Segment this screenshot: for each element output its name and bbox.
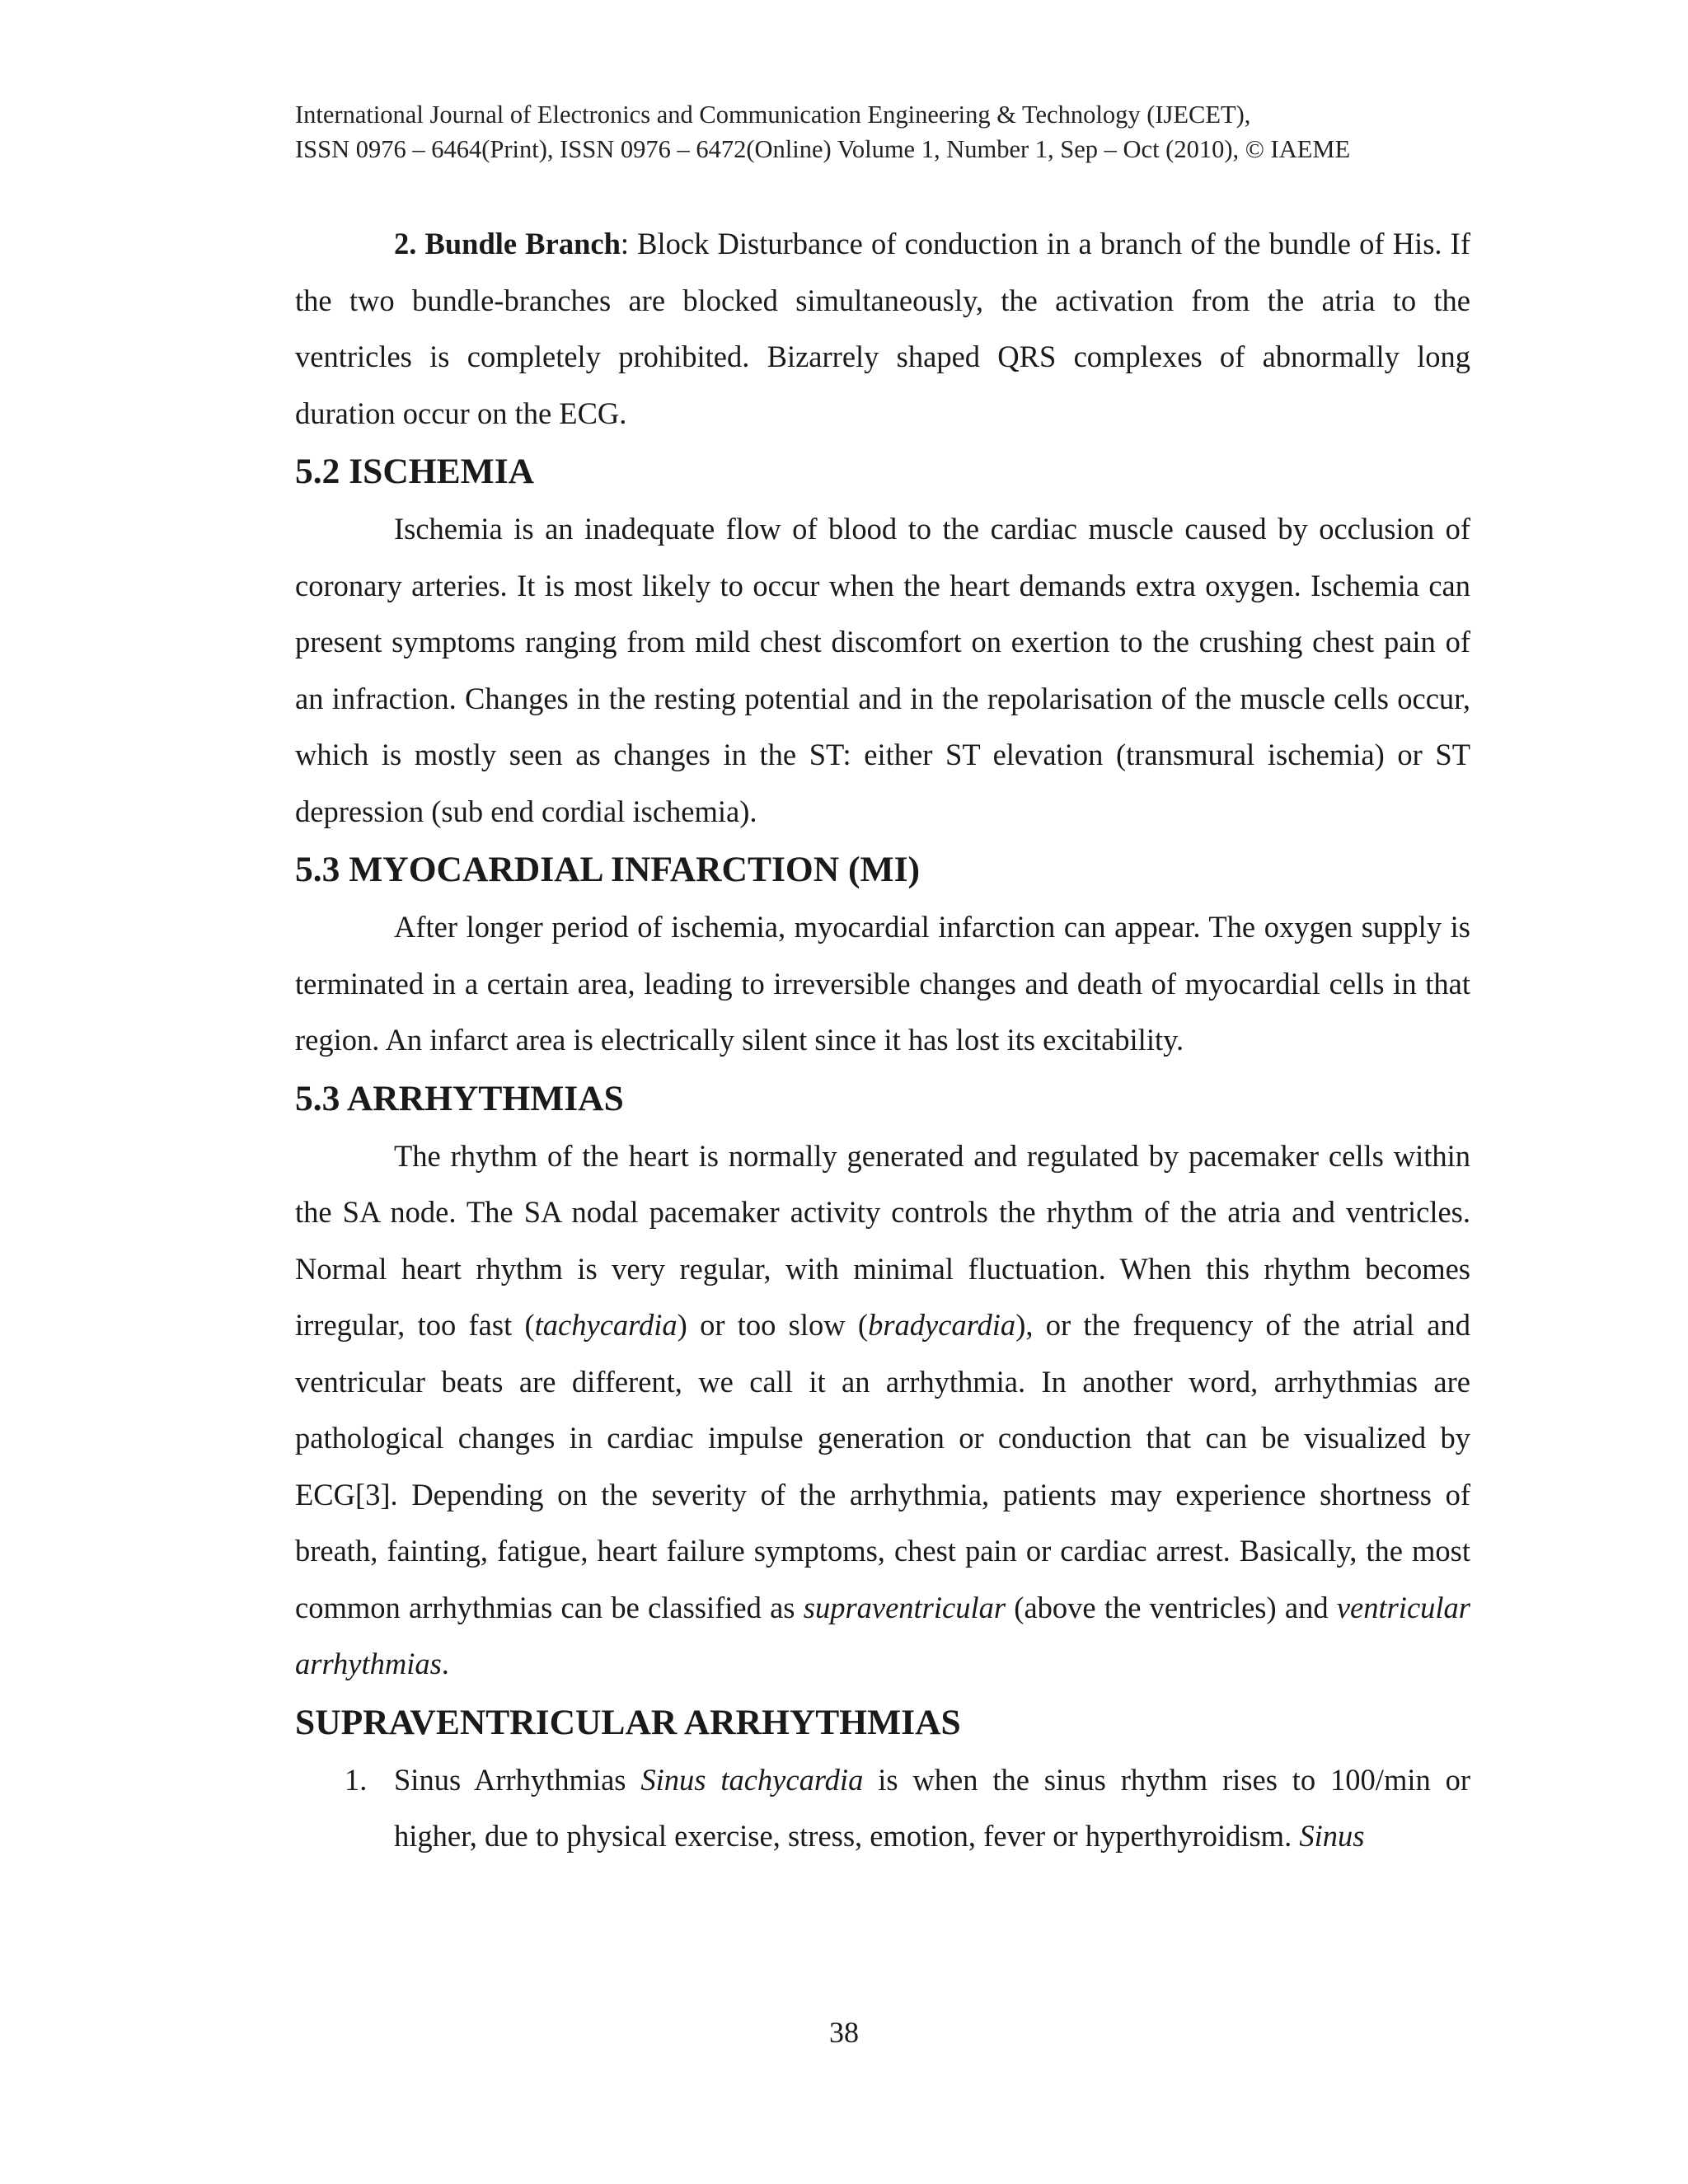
arrhythmias-text-2: ) or too slow ( [677, 1308, 869, 1342]
myocardial-infarction-paragraph: After longer period of ischemia, myocardial infarction can appear. The oxygen supply is terminated in a certain area, leading to irreversible changes and death of myocardial cells in that region. An infarct area is electrically silent since it has lost its excitability. [295, 910, 1470, 1057]
journal-header-line-2: ISSN 0976 – 6464(Print), ISSN 0976 – 6472(Online) Volume 1, Number 1, Sep – Oct (2010), © IAEME [295, 135, 1351, 163]
bundle-branch-label: 2. Bundle Branch [394, 227, 621, 260]
term-tachycardia: tachycardia [534, 1308, 678, 1342]
term-ventricular-arrhythmias: ventricular arrhythmias [295, 1590, 1470, 1680]
list-item-text-1: Sinus Arrhythmias [394, 1762, 641, 1797]
section-heading-arrhythmias: 5.3 ARRHYTHMIAS [295, 1078, 624, 1118]
arrhythmias-paragraph [295, 1128, 1470, 1693]
list-item [295, 1752, 1470, 1865]
arrhythmias-text-1: The rhythm of the heart is normally generated and regulated by pacemaker cells within the SA node. The SA nodal pacemaker activity controls the rhythm of the atria and ventricles. Normal heart rhythm is very regular, with minimal fluctuation. When this rhythm becomes irregular, too fast ( [295, 1138, 1470, 1342]
page-number: 38 [829, 2016, 859, 2049]
article-body [295, 216, 1470, 1865]
section-heading-myocardial-infarction: 5.3 MYOCARDIAL INFARCTION (MI) [295, 850, 921, 889]
journal-header-line-1: International Journal of Electronics and Communication Engineering & Technology (IJECET), [295, 101, 1251, 129]
term-sinus: Sinus [1299, 1819, 1365, 1853]
section-heading-ischemia: 5.2 ISCHEMIA [295, 452, 535, 491]
list-item-number: 1. [345, 1762, 368, 1797]
term-supraventricular: supraventricular [803, 1590, 1006, 1624]
arrhythmias-text-5: . [441, 1647, 449, 1680]
bundle-branch-paragraph [295, 216, 1470, 442]
bundle-branch-text: : Block Disturbance of conduction in a branch of the bundle of His. If the two bundle-branches are blocked simultaneously, the activation from the atria to the ventricles is completely prohibited. Bizarrely shaped QRS complexes of abnormally long duration occur on the ECG. [295, 227, 1470, 430]
section-heading-supraventricular-arrhythmias: SUPRAVENTRICULAR ARRHYTHMIAS [295, 1702, 961, 1742]
term-bradycardia: bradycardia [868, 1308, 1016, 1342]
arrhythmias-text-4: (above the ventricles) and [1006, 1590, 1337, 1624]
ischemia-paragraph: Ischemia is an inadequate flow of blood to the cardiac muscle caused by occlusion of coronary arteries. It is most likely to occur when the heart demands extra oxygen. Ischemia can present symptoms ranging from mild chest discomfort on exertion to the crushing chest pain of an infraction. Changes in the resting potential and in the repolarisation of the muscle cells occur, which is mostly seen as changes in the ST: either ST elevation (transmural ischemia) or ST depression (sub end cordial ischemia). [295, 512, 1470, 828]
list-item-text-2: is when the sinus rhythm rises to 100/min or higher, due to physical exercise, stress, emotion, fever or hyperthyroidism. [394, 1762, 1470, 1853]
journal-header [295, 97, 1449, 166]
term-sinus-tachycardia: Sinus tachycardia [640, 1762, 864, 1797]
arrhythmias-text-3: ), or the frequency of the atrial and ventricular beats are different, we call it an arrhythmia. In another word, arrhythmias are pathological changes in cardiac impulse generation or conduction that can be visualized by ECG[3]. Depending on the severity of the arrhythmia, patients may experience shortness of breath, fainting, fatigue, heart failure symptoms, chest pain or cardiac arrest. Basically, the most common arrhythmias can be classified as [295, 1308, 1471, 1624]
